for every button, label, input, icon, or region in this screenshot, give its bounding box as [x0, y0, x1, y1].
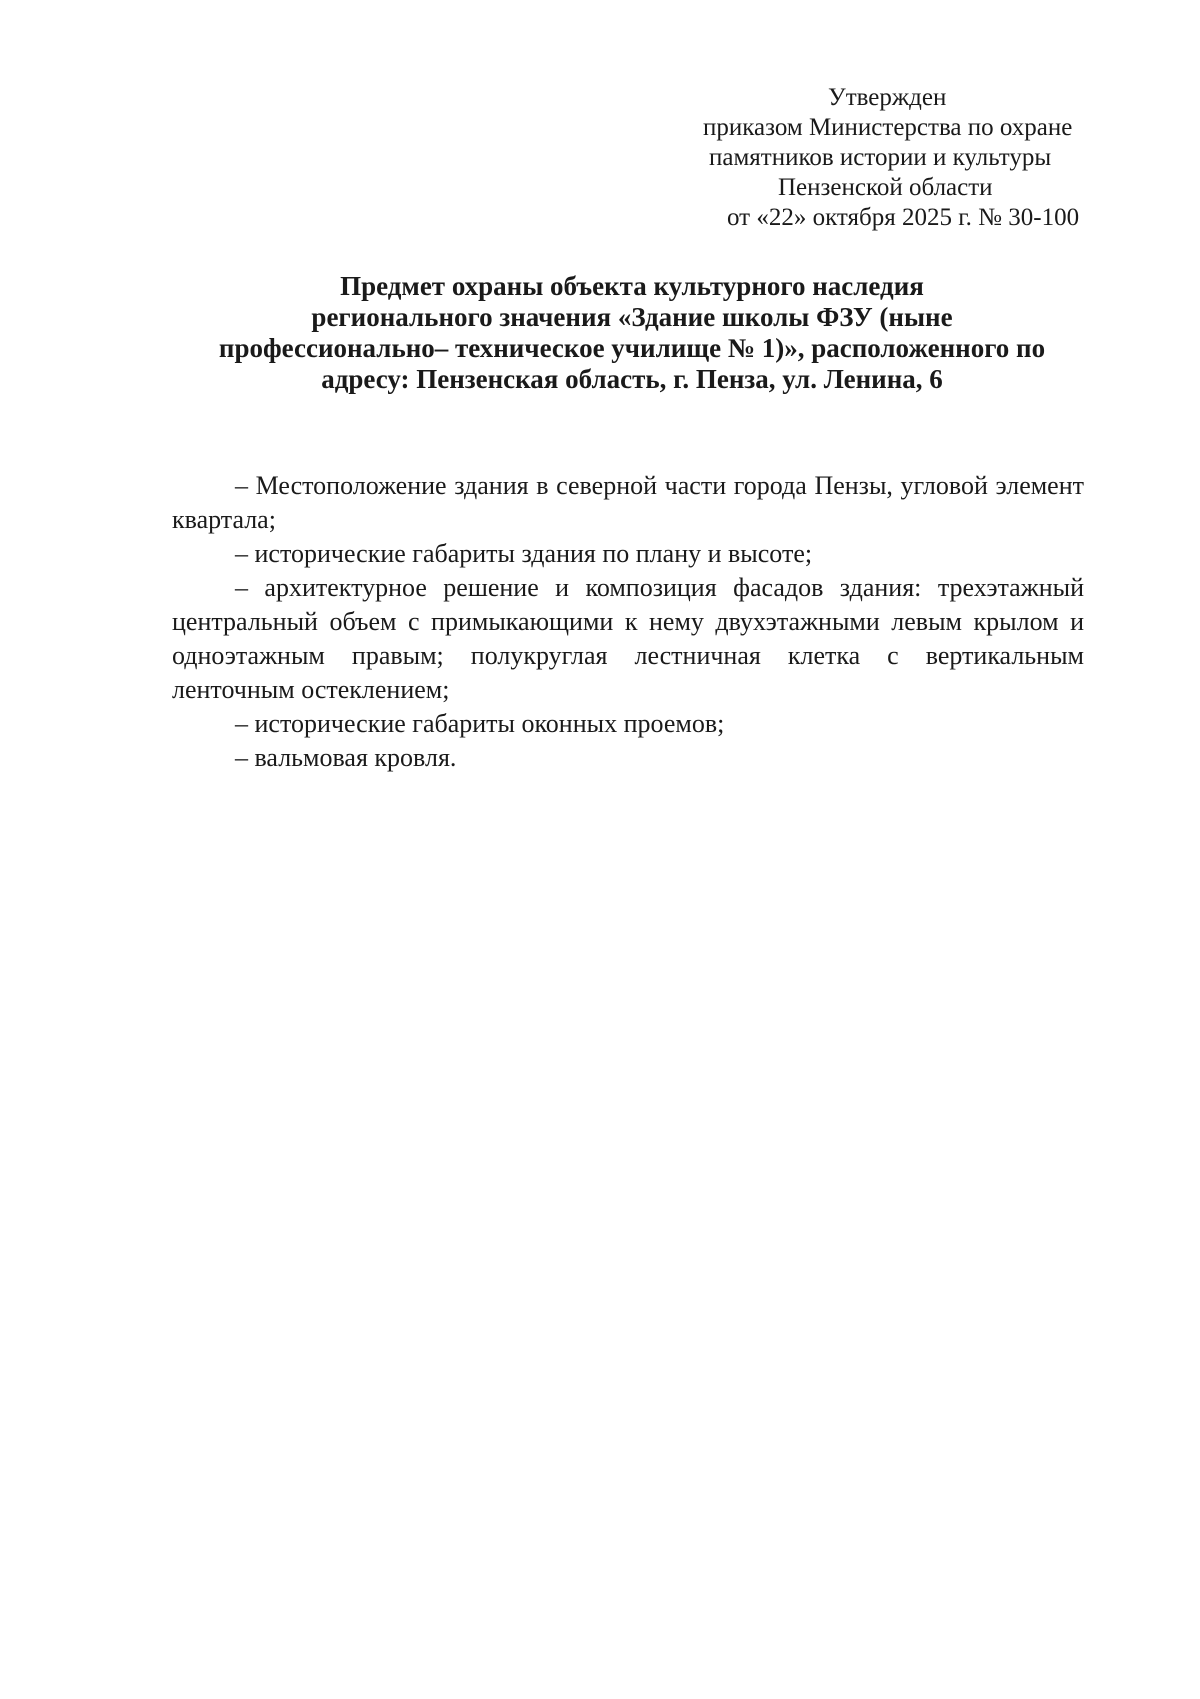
approval-heading: Утвержден	[828, 84, 947, 111]
document-title	[172, 271, 1092, 395]
approval-region-line: Пензенской области	[778, 174, 993, 201]
approval-date-number: от «22» октября 2025 г. № 30-100	[727, 204, 1080, 231]
list-item-roof: – вальмовая кровля.	[235, 743, 457, 772]
protection-items-list	[172, 469, 1084, 775]
list-item-window-openings: – исторические габариты оконных проемов;	[235, 709, 725, 738]
title-line-2: регионального значения «Здание школы ФЗУ (ныне	[311, 302, 953, 332]
list-item-dimensions: – исторические габариты здания по плану и высоте;	[235, 539, 813, 568]
title-line-3: профессионально– техническое училище № 1)», расположенного по	[218, 333, 1046, 363]
approval-ministry-line: памятников истории и культуры	[709, 144, 1052, 171]
approval-block	[600, 83, 1200, 233]
approval-order-line: приказом Министерства по охране	[703, 114, 1073, 141]
list-item-location: – Местоположение здания в северной части города Пензы, угловой элемент квартала;	[172, 471, 1084, 534]
title-line-4: адресу: Пензенская область, г. Пенза, ул. Ленина, 6	[321, 364, 943, 394]
list-item-architecture: – архитектурное решение и композиция фасадов здания: трехэтажный центральный объем с примыкающими к нему двухэтажными левым крылом и одноэтажным правым; полукруглая лестничная клетка с вертикальным ленточным остеклением;	[172, 573, 1084, 704]
title-line-1: Предмет охраны объекта культурного наследия	[340, 271, 924, 301]
